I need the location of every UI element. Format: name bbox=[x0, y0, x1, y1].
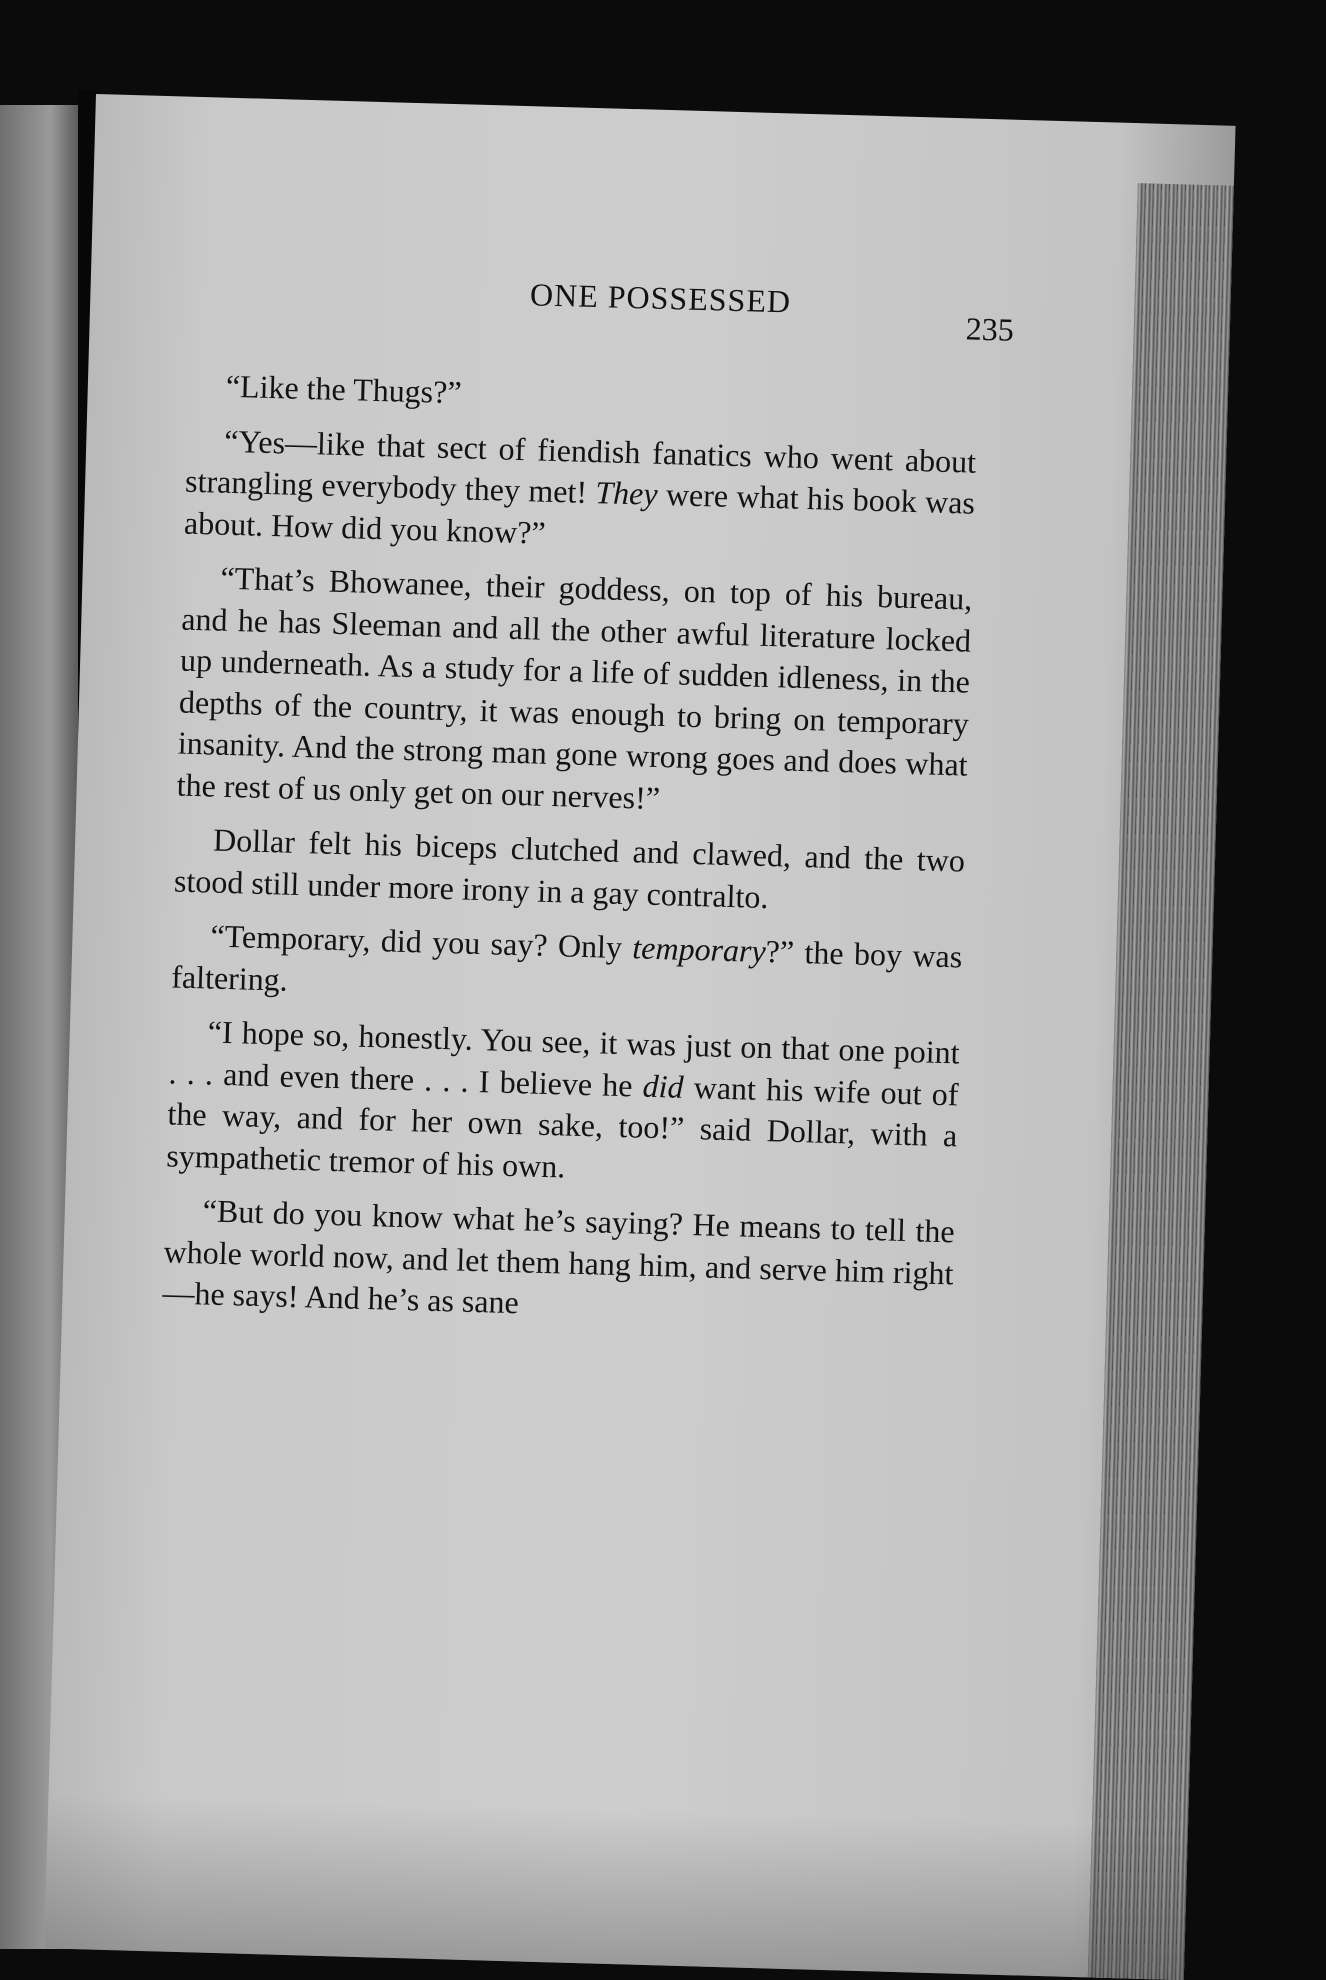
running-head: ONE POSSESSED bbox=[529, 276, 792, 320]
italic-text: did bbox=[642, 1067, 685, 1105]
page-shadow bbox=[44, 1793, 1188, 1980]
text-run: “I hope so, honestly. You see, it was just on that one point . . . and even there . . . I believe he bbox=[168, 1013, 961, 1104]
paragraph bbox=[171, 914, 963, 1019]
text-run: were what his book was about. How did you know?” bbox=[183, 475, 976, 551]
italic-text: They bbox=[594, 474, 659, 512]
page-number: 235 bbox=[965, 310, 1015, 348]
paragraph bbox=[176, 557, 973, 828]
italic-text: temporary bbox=[631, 929, 767, 970]
body-text bbox=[162, 365, 979, 1349]
text-run: “That’s Bhowanee, their goddess, on top of his bureau, and he has Sleeman and all the other awful literature locked up underneath. As a study for a life of sudden idleness, in the depths of the country, it was enough to bring on temporary insanity. And the strong man gone wrong goes and does what the rest of us only get on our nerves!” bbox=[176, 559, 973, 816]
paragraph bbox=[173, 819, 965, 924]
book-page bbox=[44, 94, 1235, 1980]
text-run: want his wife out of the way, and for her own sake, too!” said Dollar, with a sympathetic tremor of his own. bbox=[165, 1068, 959, 1185]
text-run: “Temporary, did you say? Only bbox=[210, 917, 633, 966]
text-run: Dollar felt his biceps clutched and clawed, and the two stood still under more irony in a gay contralto. bbox=[173, 821, 966, 915]
text-run: “But do you know what he’s saying? He means to tell the whole world now, and let them hang him, and serve him right—he says! And he’s as sane bbox=[162, 1192, 956, 1321]
paragraph bbox=[183, 419, 976, 566]
text-run: ?” the boy was faltering. bbox=[170, 933, 963, 998]
paragraph bbox=[166, 1010, 960, 1198]
paragraph bbox=[162, 1189, 955, 1336]
text-run: “Yes—like that sect of fiendish fanatics who went about strangling everybody they met! bbox=[184, 422, 977, 511]
text-run: “Like the Thugs?” bbox=[225, 367, 463, 411]
